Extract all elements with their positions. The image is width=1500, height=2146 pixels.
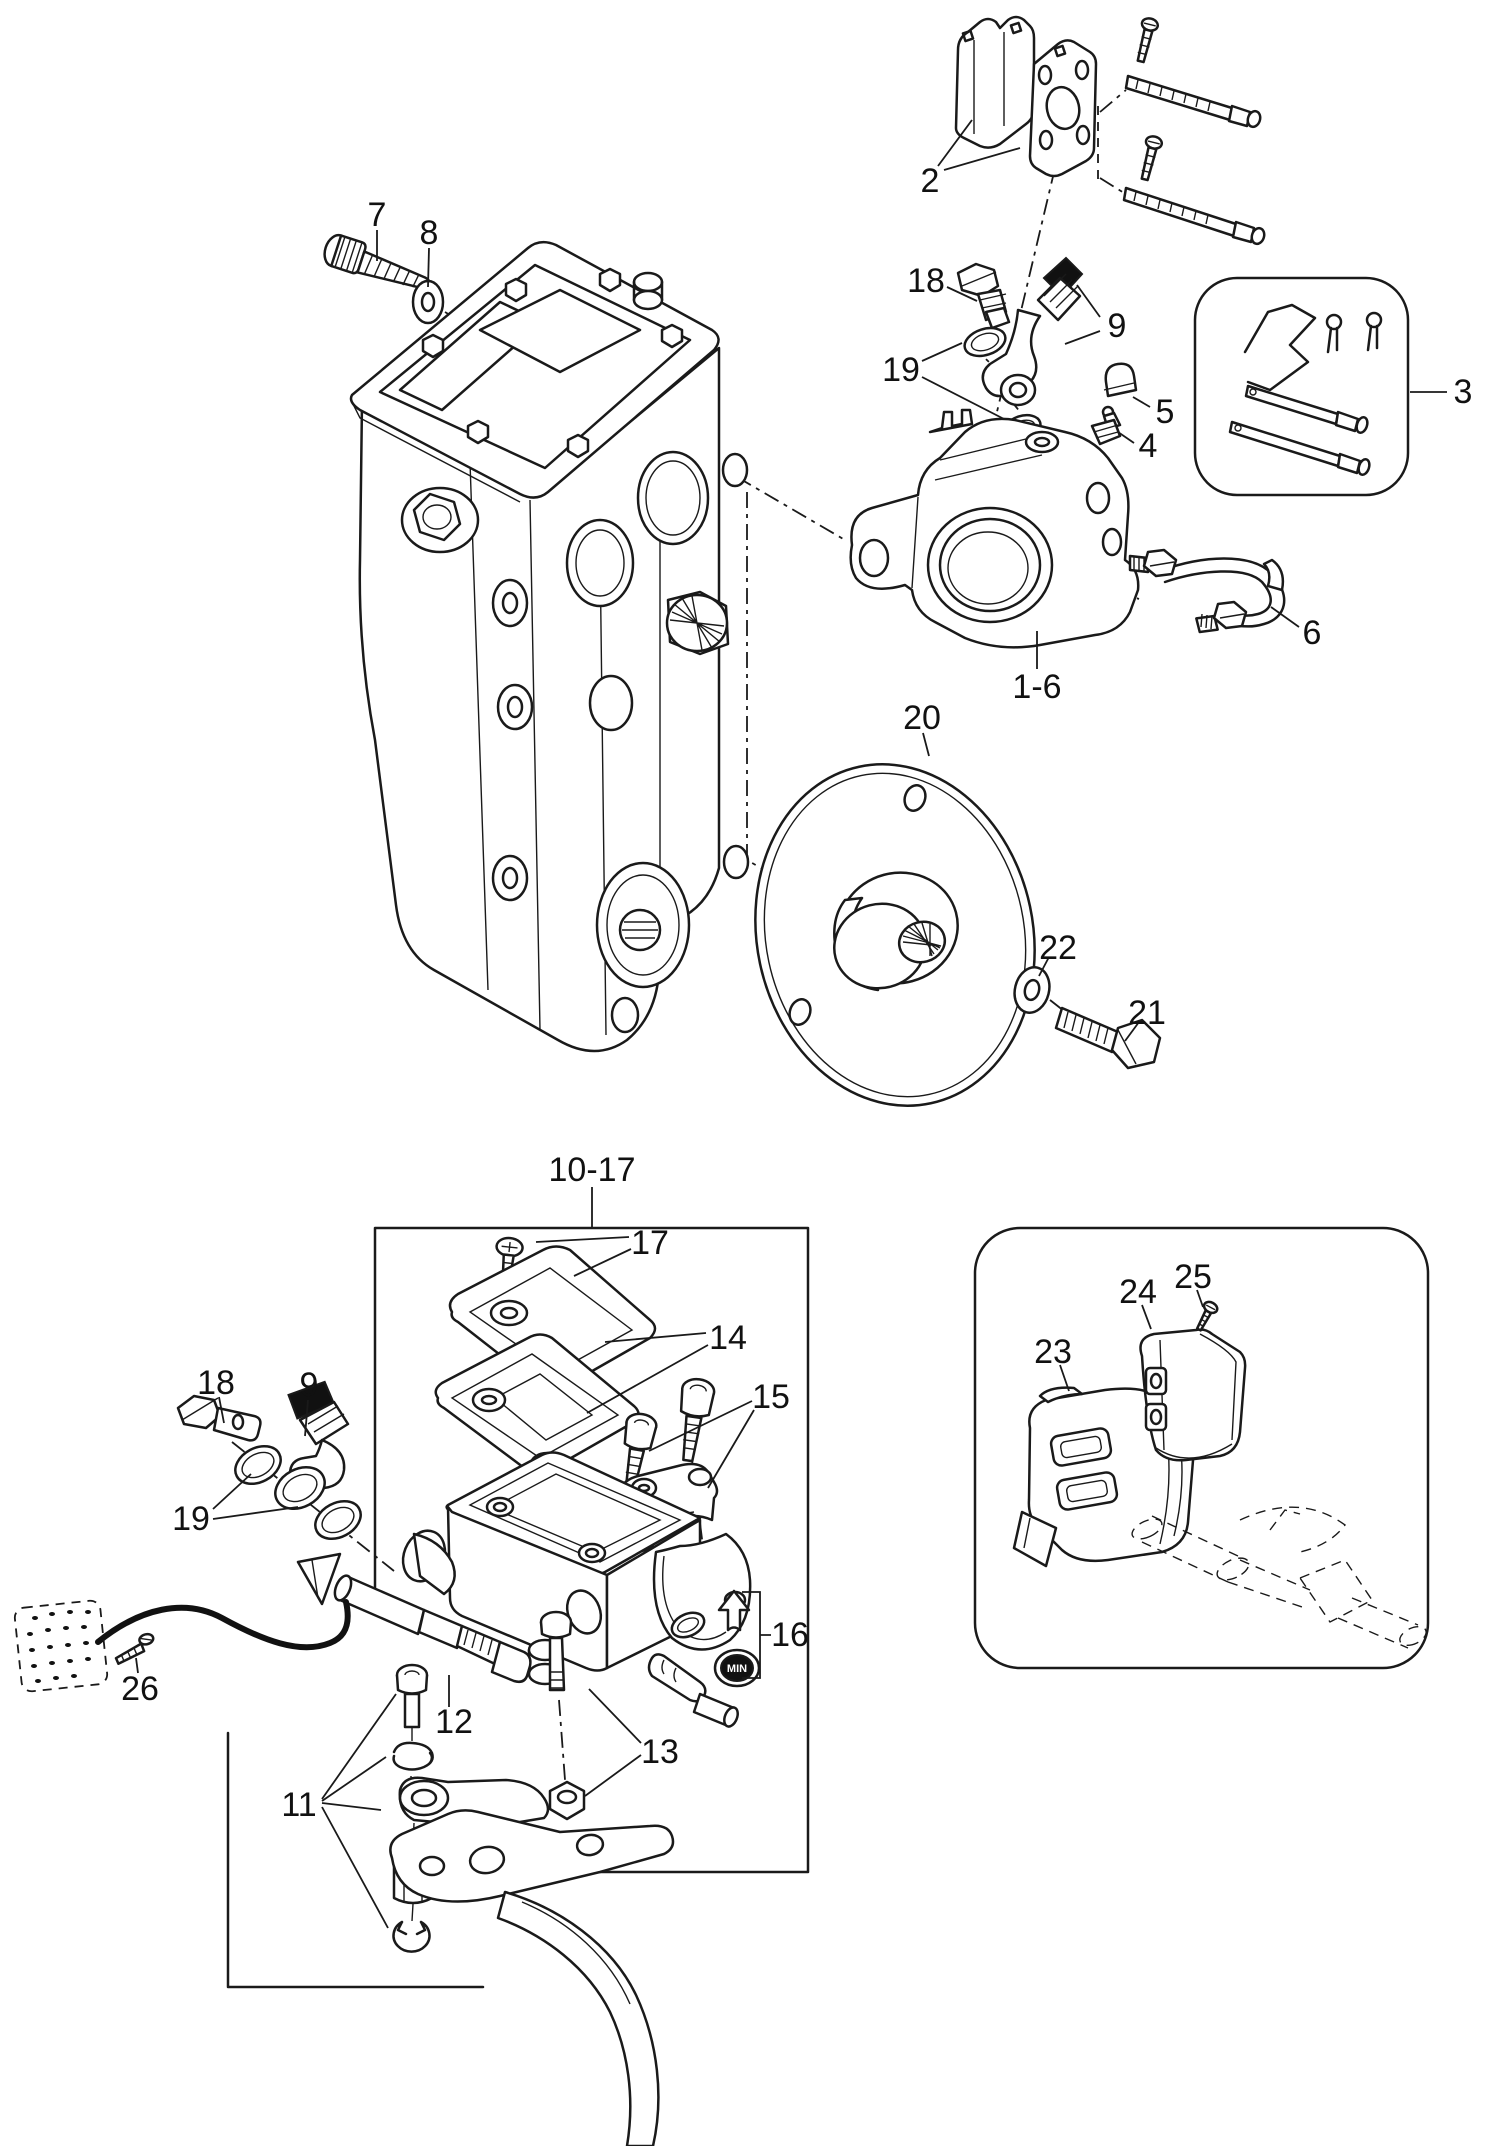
part-label-11: 11 (281, 1786, 317, 1824)
part-label-9-bottom: 9 (299, 1366, 319, 1404)
piston-plug (694, 1694, 740, 1729)
pivot-screw (397, 1665, 427, 1727)
cable (98, 1554, 348, 1647)
part-label-18-top: 18 (907, 262, 945, 300)
brake-lever (390, 1810, 673, 2146)
part-label-19-top: 19 (882, 351, 920, 389)
part-label-15: 15 (752, 1378, 790, 1416)
part-label-26: 26 (121, 1670, 159, 1708)
splined-shaft (667, 592, 728, 654)
pad-pin-2 (1124, 188, 1266, 245)
part-label-6: 6 (1302, 614, 1322, 652)
part-label-3: 3 (1453, 373, 1473, 411)
brake-pipe-6 (1130, 550, 1284, 634)
o-rings-19-bottom (229, 1439, 367, 1547)
part-label-24: 24 (1119, 1273, 1157, 1311)
bleeder-cap-5 (1104, 364, 1136, 396)
spring-washer (394, 1743, 433, 1770)
chaincase-gearbox (351, 242, 748, 1051)
bleeder-valve-4 (1092, 407, 1120, 444)
part-label-2: 2 (920, 162, 940, 200)
min-cap-marking: MIN (726, 1663, 748, 1675)
brake-caliper-1-6 (851, 410, 1139, 647)
part-label-18-bottom: 18 (197, 1364, 235, 1402)
pad-pin-1 (1126, 76, 1262, 128)
min-cap (715, 1650, 759, 1686)
part-label-9-top: 9 (1107, 307, 1127, 345)
part-label-20: 20 (903, 699, 941, 737)
housing-bracket-24 (1141, 1330, 1246, 1461)
part-label-12: 12 (435, 1703, 473, 1741)
pad-pin-set (1124, 17, 1266, 246)
hardware-kit-3 (1195, 278, 1408, 495)
part-label-4: 4 (1138, 427, 1158, 465)
part-label-16: 16 (771, 1616, 809, 1654)
washer-8 (413, 281, 443, 323)
e-clip (393, 1922, 429, 1952)
part-label-17: 17 (631, 1224, 669, 1262)
piston-boot (649, 1654, 705, 1701)
pipe-banjo-2 (1196, 602, 1246, 634)
part-label-21: 21 (1128, 994, 1166, 1032)
part-label-19-bottom: 19 (172, 1500, 210, 1538)
mesh-block (14, 1600, 108, 1693)
part-label-22: 22 (1039, 929, 1077, 967)
part-label-1-6: 1-6 (1012, 668, 1062, 706)
part-label-10-17: 10-17 (548, 1151, 636, 1189)
screw-26 (112, 1633, 157, 1664)
part-label-5: 5 (1155, 393, 1175, 431)
nut-13 (550, 1782, 584, 1819)
brake-pads-2 (956, 17, 1096, 176)
part-label-25: 25 (1174, 1258, 1212, 1296)
part-label-8: 8 (419, 214, 439, 252)
part-label-7: 7 (367, 196, 387, 234)
part-label-23: 23 (1034, 1333, 1072, 1371)
part-label-13: 13 (641, 1733, 679, 1771)
brake-disc-20 (724, 738, 1065, 1132)
part-label-14: 14 (709, 1319, 747, 1357)
